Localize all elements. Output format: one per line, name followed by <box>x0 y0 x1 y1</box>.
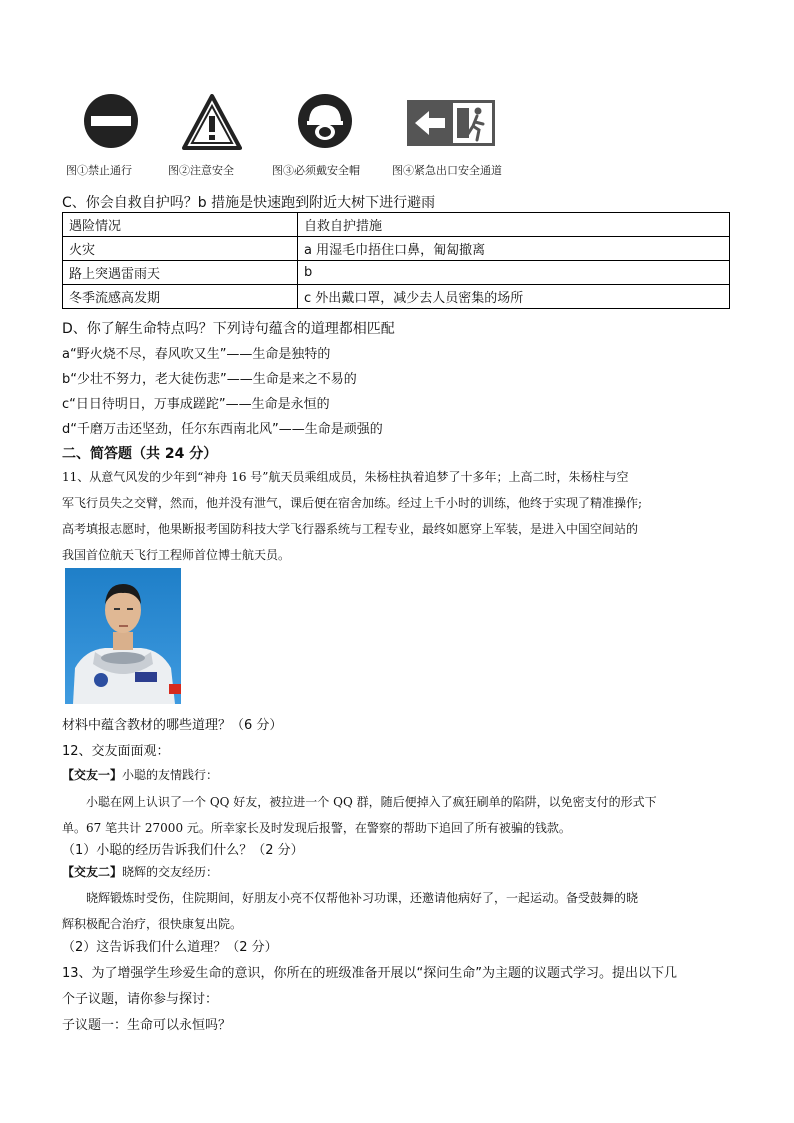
question-13-line: 13、为了增强学生珍爱生命的意识，你所在的班级准备开展以“探问生命”为主题的议题式学习。提出以下几 <box>62 966 678 981</box>
text-line: 高考填报志愿时，他果断报考国防科技大学飞行器系统与工程专业，最终如愿穿上军装，是进入中国空间站的 <box>62 522 639 536</box>
sub-question-2: （2）这告诉我们什么道理？（2 分） <box>62 940 278 955</box>
helmet-sign-icon <box>297 92 353 154</box>
self-rescue-table <box>62 212 730 309</box>
question-12-title: 12、交友面面观： <box>62 744 170 759</box>
list-item: d“千磨万击还坚劲，任尔东西南北风”——生命是顽强的 <box>62 422 383 437</box>
friend-case-1-text <box>62 789 730 841</box>
table-row <box>63 237 730 261</box>
question-11-text <box>62 464 730 568</box>
safety-signs-row <box>60 92 530 182</box>
sub-topic-1: 子议题一：生命可以永恒吗？ <box>62 1018 232 1033</box>
sign-caption: 图④紧急出口安全通道 <box>392 164 502 177</box>
question-13-line: 个子议题，请你参与探讨： <box>62 992 219 1007</box>
table-row <box>63 261 730 285</box>
section-c-title: C、你会自救自护吗？b 措施是快速跑到附近大树下进行避雨 <box>62 195 436 211</box>
text-line: 晓辉锻炼时受伤，住院期间，好朋友小亮不仅帮他补习功课，还邀请他病好了，一起运动。备受鼓舞的晓 <box>86 891 639 905</box>
table-header-cell: 遇险情况 <box>63 213 298 237</box>
text-line: 单。67 笔共计 27000 元。所幸家长及时发现后报警，在警察的帮助下追回了所有被骗的钱款。 <box>62 821 571 835</box>
text-line: 辉积极配合治疗，很快康复出院。 <box>62 917 243 931</box>
table-row <box>63 213 730 237</box>
text-line: 11、从意气风发的少年到“神舟 16 号”航天员乘组成员，朱杨柱执着追梦了十多年；上高二时，朱杨柱与空 <box>62 470 629 484</box>
sign-caption: 图①禁止通行 <box>66 164 132 177</box>
friend-case-1-heading <box>62 766 218 783</box>
text-line: 小聪在网上认识了一个 QQ 好友，被拉进一个 QQ 群，随后便掉入了疯狂刷单的陷阱，以免密支付的形式下 <box>86 795 657 809</box>
text-line: 我国首位航天飞行工程师首位博士航天员。 <box>62 548 291 562</box>
question-11-prompt: 材料中蕴含教材的哪些道理？（6 分） <box>62 718 283 733</box>
friend-case-2-text <box>62 885 730 937</box>
table-row <box>63 285 730 309</box>
sub-question-1: （1）小聪的经历告诉我们什么？（2 分） <box>62 843 304 858</box>
section-d-title: D、你了解生命特点吗？下列诗句蕴含的道理都相匹配 <box>62 321 395 337</box>
warning-sign-icon <box>182 94 242 154</box>
list-item: c“日日待明日，万事成蹉跎”——生命是永恒的 <box>62 397 330 412</box>
list-item: b“少壮不努力，老大徒伤悲”——生命是来之不易的 <box>62 372 357 387</box>
table-cell: 冬季流感高发期 <box>63 285 298 309</box>
friend-case-title: 小聪的友情践行： <box>122 768 219 782</box>
list-item: a“野火烧不尽，春风吹又生”——生命是独特的 <box>62 347 331 362</box>
table-cell: a 用湿毛巾捂住口鼻，匍匐撤离 <box>298 237 730 261</box>
table-cell: c 外出戴口罩，减少去人员密集的场所 <box>298 285 730 309</box>
table-cell: 路上突遇雷雨天 <box>63 261 298 285</box>
table-cell: 火灾 <box>63 237 298 261</box>
table-header-cell: 自救自护措施 <box>298 213 730 237</box>
friend-case-2-heading <box>62 863 218 880</box>
sign-caption: 图②注意安全 <box>168 164 234 177</box>
friend-case-title: 晓辉的交友经历： <box>122 865 219 879</box>
friend-case-label: 【交友二】 <box>62 865 123 879</box>
text-line: 军飞行员失之交臂，然而，他并没有泄气，课后便在宿舍加练。经过上千小时的训练，他终于实现了精准操作; <box>62 496 643 510</box>
emergency-exit-sign-icon <box>407 100 495 150</box>
astronaut-photo <box>65 568 181 704</box>
section-heading: 二、简答题（共 24 分） <box>62 446 218 462</box>
friend-case-label: 【交友一】 <box>62 768 123 782</box>
sign-caption: 图③必须戴安全帽 <box>272 164 360 177</box>
table-cell: b <box>298 261 730 285</box>
no-entry-sign-icon <box>82 92 140 154</box>
